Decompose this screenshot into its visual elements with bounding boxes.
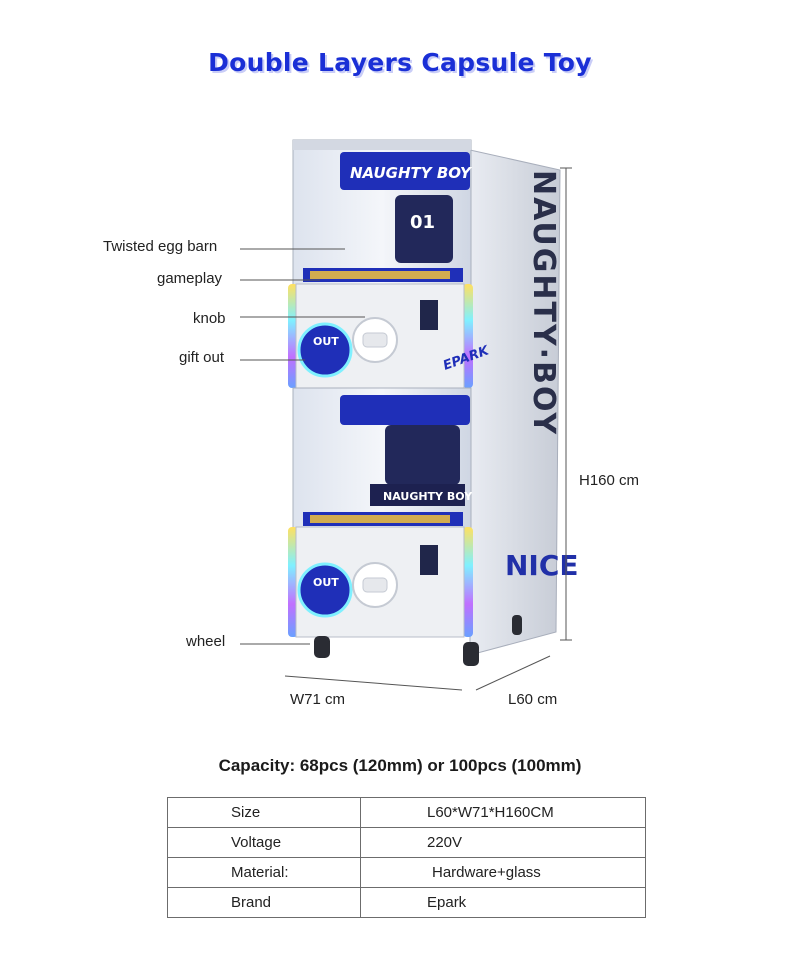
mascot-badge: 01 — [410, 212, 436, 233]
spec-key: Material: — [168, 858, 361, 888]
spec-key: Voltage — [168, 828, 361, 858]
spec-table — [167, 797, 646, 918]
table-row — [168, 828, 646, 858]
side-panel-text: NAUGHTY·BOY — [526, 170, 561, 437]
callout-wheel: wheel — [186, 633, 226, 650]
top-header-text: NAUGHTY BOY — [350, 164, 471, 182]
spec-key: Size — [168, 798, 361, 828]
table-row — [168, 888, 646, 918]
table-row — [168, 858, 646, 888]
table-row — [168, 798, 646, 828]
spec-value: L60*W71*H160CM — [361, 798, 646, 828]
upper-control-panel — [288, 284, 492, 388]
banner-text: NAUGHTY BOY — [383, 490, 473, 503]
spec-key: Brand — [168, 888, 361, 918]
dimension-width: W71 cm — [290, 691, 346, 708]
callout-gift-out: gift out — [179, 349, 225, 366]
gift-out-port — [299, 324, 351, 376]
page-title: Double Layers Capsule Toy — [208, 48, 592, 77]
callout-gameplay: gameplay — [157, 270, 223, 287]
machine-side-panel — [470, 150, 579, 655]
capacity-text: Capacity: 68pcs (120mm) or 100pcs (100mm) — [218, 756, 582, 775]
callout-knob: knob — [193, 310, 226, 327]
dimension-length: L60 cm — [508, 691, 558, 708]
dimension-height: H160 cm — [579, 472, 640, 489]
coin-slot — [420, 300, 438, 330]
callout-egg-barn: Twisted egg barn — [103, 238, 218, 255]
upper-cabinet — [293, 140, 473, 285]
lower-cabinet — [293, 388, 473, 528]
spec-value: 220V — [361, 828, 646, 858]
out-label-lower: OUT — [313, 576, 339, 589]
lower-control-panel — [288, 527, 473, 637]
epark-logo: EPARK — [441, 343, 491, 374]
out-label-upper: OUT — [313, 335, 339, 348]
spec-value: Hardware+glass — [361, 858, 646, 888]
spec-value: Epark — [361, 888, 646, 918]
side-panel-text-bottom: NICE — [505, 549, 579, 582]
